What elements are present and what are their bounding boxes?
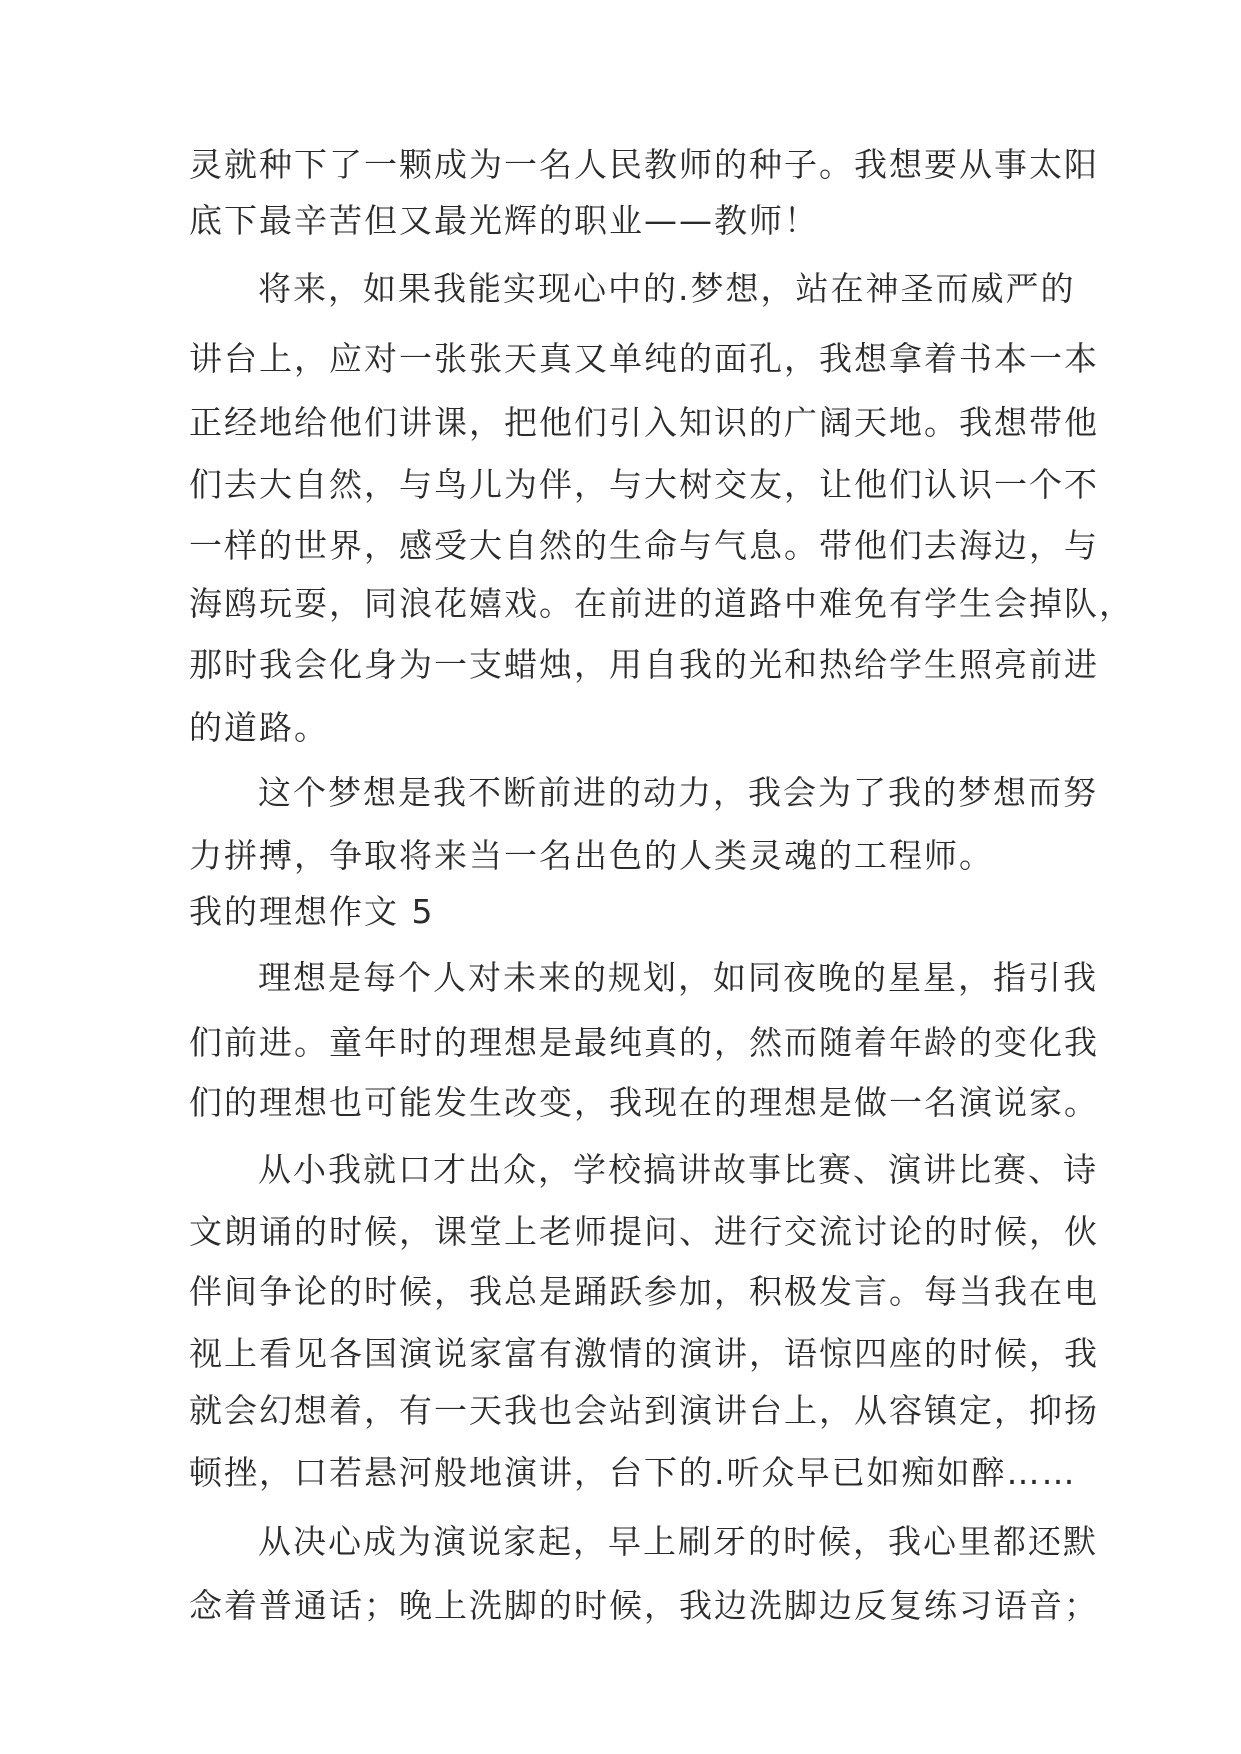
text-line: 灵就种下了一颗成为一名人民教师的种子。我想要从事太阳 <box>189 145 1099 184</box>
text-line: 顿挫，口若悬河般地演讲，台下的.听众早已如痴如醉…… <box>189 1453 1077 1492</box>
text-line: 们前进。童年时的理想是最纯真的，然而随着年龄的变化我 <box>189 1023 1099 1062</box>
text-line: 一样的世界，感受大自然的生命与气息。带他们去海边，与 <box>189 526 1099 565</box>
section-heading: 我的理想作文 5 <box>189 892 435 931</box>
text-line: 们的理想也可能发生改变，我现在的理想是做一名演说家。 <box>189 1083 1099 1122</box>
text-line: 从决心成为演说家起，早上刷牙的时候，我心里都还默 <box>258 1522 1098 1561</box>
text-line: 伴间争论的时候，我总是踊跃参加，积极发言。每当我在电 <box>189 1272 1099 1311</box>
text-line: 讲台上，应对一张张天真又单纯的面孔，我想拿着书本一本 <box>189 339 1099 378</box>
text-line: 们去大自然，与鸟儿为伴，与大树交友，让他们认识一个不 <box>189 465 1099 504</box>
text-line: 的道路。 <box>189 708 329 747</box>
text-line: 这个梦想是我不断前进的动力，我会为了我的梦想而努 <box>258 773 1098 812</box>
text-line: 海鸥玩耍，同浪花嬉戏。在前进的道路中难免有学生会掉队， <box>189 584 1134 623</box>
text-line: 从小我就口才出众，学校搞讲故事比赛、演讲比赛、诗 <box>258 1150 1098 1189</box>
text-line: 那时我会化身为一支蜡烛，用自我的光和热给学生照亮前进 <box>189 645 1099 684</box>
text-line: 念着普通话；晚上洗脚的时候，我边洗脚边反复练习语音； <box>189 1586 1099 1625</box>
text-line: 理想是每个人对未来的规划，如同夜晚的星星，指引我 <box>258 958 1098 997</box>
text-line: 文朗诵的时候，课堂上老师提问、进行交流讨论的时候，伙 <box>189 1212 1099 1251</box>
text-line: 将来，如果我能实现心中的.梦想，站在神圣而威严的 <box>258 269 1076 308</box>
text-line: 视上看见各国演说家富有激情的演讲，语惊四座的时候，我 <box>189 1334 1099 1373</box>
text-line: 底下最辛苦但又最光辉的职业——教师！ <box>189 201 819 240</box>
text-line: 力拼搏，争取将来当一名出色的人类灵魂的工程师。 <box>189 836 994 875</box>
text-line: 正经地给他们讲课，把他们引入知识的广阔天地。我想带他 <box>189 403 1099 442</box>
text-line: 就会幻想着，有一天我也会站到演讲台上，从容镇定，抑扬 <box>189 1391 1099 1430</box>
